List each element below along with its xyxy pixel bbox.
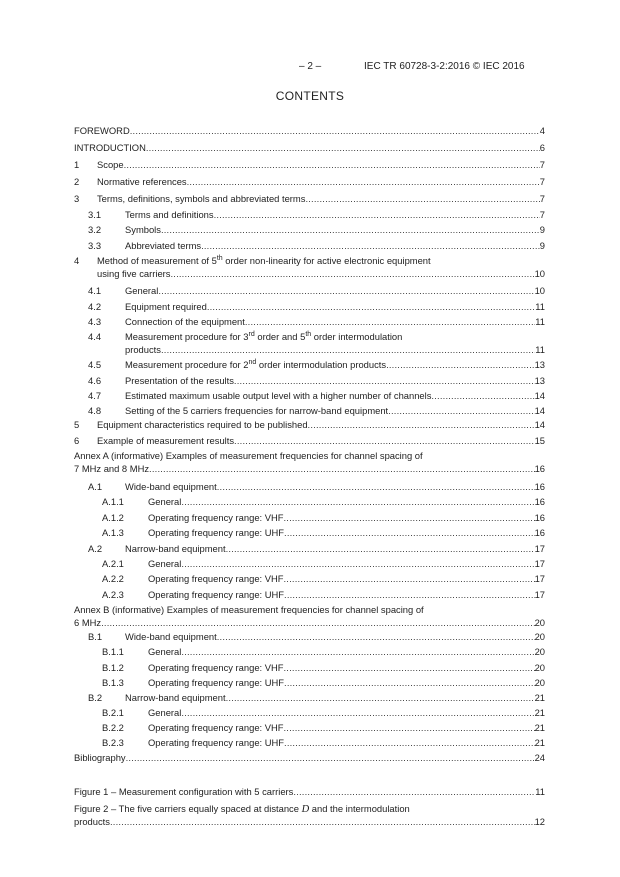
toc-entry[interactable] — [74, 527, 545, 539]
entry-page: 21 — [534, 707, 545, 718]
toc-entry[interactable] — [74, 419, 545, 431]
dot-leader — [284, 512, 535, 524]
entry-text-line — [125, 285, 545, 297]
entry-title: Measurement procedure for 2nd order intermodulation products — [125, 359, 387, 370]
toc-entry[interactable] — [74, 255, 545, 267]
toc-entry[interactable] — [74, 176, 545, 188]
toc-entry[interactable] — [74, 543, 545, 555]
dot-leader — [284, 573, 535, 585]
entry-title: General — [148, 496, 182, 507]
entry-title: Method of measurement of 5th order non-linearity for active electronic equipment — [97, 255, 431, 266]
entry-title: Operating frequency range: VHF — [148, 722, 284, 733]
entry-text-line — [125, 405, 545, 417]
entry-title: General — [125, 285, 159, 296]
dot-leader — [187, 176, 540, 188]
entry-title: Connection of the equipment — [125, 316, 245, 327]
entry-page: 6 — [539, 142, 545, 153]
dot-leader — [226, 543, 535, 555]
toc-entry[interactable] — [74, 344, 545, 356]
entry-title: Narrow-band equipment — [125, 543, 226, 554]
toc-entry[interactable] — [74, 331, 545, 343]
dot-leader — [126, 752, 535, 764]
dot-leader — [234, 435, 535, 447]
entry-title: Operating frequency range: UHF — [148, 737, 285, 748]
document-reference: IEC TR 60728-3-2:2016 © IEC 2016 — [364, 61, 525, 72]
entry-number: B.1 — [88, 631, 103, 642]
toc-entry[interactable] — [74, 316, 545, 328]
toc-entry[interactable] — [74, 224, 545, 236]
toc-entry[interactable] — [74, 752, 545, 764]
entry-text-line — [74, 617, 545, 629]
dot-leader — [181, 558, 534, 570]
toc-entry[interactable] — [74, 405, 545, 417]
entry-text-line — [74, 142, 545, 154]
dot-leader — [101, 617, 534, 629]
dot-leader — [226, 692, 535, 704]
dot-leader — [284, 589, 535, 601]
entry-number: A.2.2 — [102, 573, 124, 584]
toc-entry[interactable] — [74, 737, 545, 749]
toc-entry[interactable] — [74, 125, 545, 137]
entry-number: 4 — [74, 255, 80, 266]
entry-page: 10 — [534, 268, 545, 279]
toc-entry[interactable] — [74, 589, 545, 601]
entry-page: 14 — [534, 405, 545, 416]
entry-page: 4 — [539, 125, 545, 136]
dot-leader — [161, 224, 540, 236]
dot-leader — [181, 496, 534, 508]
entry-title: Abbreviated terms — [125, 240, 202, 251]
dot-leader — [284, 677, 535, 689]
dot-leader — [388, 405, 534, 417]
entry-title: Measurement procedure for 3rd order and 5th order intermodulation — [125, 331, 403, 342]
entry-text-line — [148, 737, 545, 749]
entry-title: 6 MHz — [74, 617, 102, 628]
entry-text-line — [148, 722, 545, 734]
entry-number: 4.7 — [88, 390, 102, 401]
entry-title: Scope — [97, 159, 124, 170]
entry-title: Equipment required — [125, 301, 207, 312]
entry-title: Estimated maximum usable output level with a higher number of channels — [125, 390, 432, 401]
entry-number: B.1.1 — [102, 646, 124, 657]
dot-leader — [293, 786, 535, 798]
entry-text-line — [74, 450, 545, 462]
entry-text-line — [125, 240, 545, 252]
entry-text-line — [97, 268, 545, 280]
entry-title: Equipment characteristics required to be published — [97, 419, 308, 430]
entry-page: 17 — [534, 543, 545, 554]
entry-text-line — [125, 344, 545, 356]
page-title: CONTENTS — [275, 89, 345, 103]
entry-text-line — [74, 604, 545, 616]
dot-leader — [284, 737, 535, 749]
entry-page: 20 — [534, 646, 545, 657]
entry-text-line — [148, 589, 545, 601]
entry-number: A.1 — [88, 481, 103, 492]
entry-page: 14 — [534, 390, 545, 401]
entry-page: 10 — [534, 285, 545, 296]
page-number: – 2 – — [299, 61, 322, 72]
entry-title: Operating frequency range: VHF — [148, 512, 284, 523]
entry-title: Bibliography — [74, 752, 126, 763]
toc-entry[interactable] — [74, 496, 545, 508]
entry-page: 16 — [534, 481, 545, 492]
entry-page: 7 — [539, 159, 545, 170]
entry-title: Setting of the 5 carriers frequencies for narrow-band equipment — [125, 405, 389, 416]
entry-text-line — [125, 331, 545, 343]
toc-entry[interactable] — [74, 375, 545, 387]
dot-leader — [207, 301, 535, 313]
entry-title: General — [148, 707, 182, 718]
entry-page: 7 — [539, 209, 545, 220]
entry-number: 5 — [74, 419, 80, 430]
entry-title: Operating frequency range: UHF — [148, 589, 285, 600]
toc-entry[interactable] — [74, 450, 545, 462]
entry-number: A.2.3 — [102, 589, 124, 600]
entry-number: B.2 — [88, 692, 103, 703]
entry-page: 13 — [534, 375, 545, 386]
entry-text-line — [125, 631, 545, 643]
toc-entry[interactable] — [74, 435, 545, 447]
toc-entry[interactable] — [74, 786, 545, 798]
entry-title: 7 MHz and 8 MHz — [74, 463, 150, 474]
dot-leader — [217, 481, 535, 493]
toc-entry[interactable] — [74, 722, 545, 734]
entry-page: 16 — [534, 512, 545, 523]
entry-text-line — [97, 176, 545, 188]
entry-number: 4.1 — [88, 285, 102, 296]
entry-number: A.1.1 — [102, 496, 124, 507]
toc-entry[interactable] — [74, 803, 545, 815]
toc-entry[interactable] — [74, 558, 545, 570]
entry-page: 7 — [539, 193, 545, 204]
entry-text-line — [125, 301, 545, 313]
entry-number: 4.6 — [88, 375, 102, 386]
entry-text-line — [125, 543, 545, 555]
toc-entry[interactable] — [74, 707, 545, 719]
entry-title: Wide-band equipment — [125, 631, 217, 642]
dot-leader — [181, 646, 534, 658]
entry-number: B.2.3 — [102, 737, 124, 748]
dot-leader — [245, 316, 535, 328]
toc-entry[interactable] — [74, 512, 545, 524]
entry-page: 15 — [534, 435, 545, 446]
toc-entry[interactable] — [74, 617, 545, 629]
dot-leader — [386, 359, 534, 371]
entry-page: 14 — [534, 419, 545, 430]
entry-text-line — [148, 707, 545, 719]
entry-text-line — [125, 692, 545, 704]
toc-entry[interactable] — [74, 604, 545, 616]
entry-title: Operating frequency range: UHF — [148, 527, 285, 538]
entry-number: A.2.1 — [102, 558, 124, 569]
entry-number: 4.8 — [88, 405, 102, 416]
toc-entry[interactable] — [74, 285, 545, 297]
dot-leader — [130, 125, 540, 137]
entry-text-line — [148, 527, 545, 539]
entry-number: 2 — [74, 176, 80, 187]
toc-entry[interactable] — [74, 481, 545, 493]
entry-page: 11 — [535, 301, 545, 312]
entry-text-line — [97, 419, 545, 431]
entry-title: Annex B (informative) Examples of measurement frequencies for channel spacing of — [74, 604, 424, 615]
entry-text-line — [148, 512, 545, 524]
entry-title: Operating frequency range: UHF — [148, 677, 285, 688]
entry-text-line — [74, 803, 545, 816]
entry-title: Operating frequency range: VHF — [148, 662, 284, 673]
entry-text-line — [148, 646, 545, 658]
entry-title: Symbols — [125, 224, 161, 235]
entry-page: 16 — [534, 496, 545, 507]
entry-page: 21 — [534, 737, 545, 748]
entry-title: Terms, definitions, symbols and abbreviated terms — [97, 193, 306, 204]
entry-title: Normative references — [97, 176, 187, 187]
dot-leader — [284, 722, 535, 734]
toc-entry[interactable] — [74, 142, 545, 154]
entry-number: 3.2 — [88, 224, 102, 235]
dot-leader — [181, 707, 534, 719]
dot-leader — [217, 631, 535, 643]
entry-text-line — [125, 316, 545, 328]
entry-title: General — [148, 558, 182, 569]
entry-number: A.1.2 — [102, 512, 124, 523]
toc-entry[interactable] — [74, 646, 545, 658]
dot-leader — [170, 268, 534, 280]
entry-title: Presentation of the results — [125, 375, 234, 386]
entry-number: 4.3 — [88, 316, 102, 327]
entry-text-line — [125, 359, 545, 371]
entry-title: Wide-band equipment — [125, 481, 217, 492]
toc-entry[interactable] — [74, 240, 545, 252]
dot-leader — [284, 662, 535, 674]
dot-leader — [214, 209, 540, 221]
entry-title: using five carriers — [97, 268, 171, 279]
dot-leader — [158, 285, 534, 297]
entry-text-line — [74, 752, 545, 764]
entry-page: 11 — [535, 316, 545, 327]
entry-text-line — [148, 573, 545, 585]
dot-leader — [308, 419, 535, 431]
dot-leader — [305, 193, 539, 205]
entry-page: 16 — [534, 463, 545, 474]
entry-title: Example of measurement results — [97, 435, 235, 446]
entry-number: 3.1 — [88, 209, 102, 220]
entry-number: B.1.3 — [102, 677, 124, 688]
entry-title: Figure 1 – Measurement configuration with 5 carriers — [74, 786, 294, 797]
entry-title: products — [74, 816, 110, 827]
entry-text-line — [148, 496, 545, 508]
entry-page: 21 — [534, 722, 545, 733]
entry-number: 3.3 — [88, 240, 102, 251]
entry-page: 20 — [534, 662, 545, 673]
entry-text-line — [148, 558, 545, 570]
entry-text-line — [97, 159, 545, 171]
toc-entry[interactable] — [74, 159, 545, 171]
toc-entry[interactable] — [74, 631, 545, 643]
entry-text-line — [125, 224, 545, 236]
entry-page: 17 — [534, 589, 545, 600]
entry-text-line — [125, 390, 545, 402]
entry-text-line — [97, 435, 545, 447]
entry-page: 13 — [534, 359, 545, 370]
entry-number: A.1.3 — [102, 527, 124, 538]
entry-title: Figure 2 – The five carriers equally spaced at distance D and the intermodulation — [74, 803, 410, 815]
dot-leader — [431, 390, 534, 402]
entry-page: 12 — [534, 816, 545, 827]
toc-entry[interactable] — [74, 359, 545, 371]
entry-page: 11 — [535, 344, 545, 355]
entry-page: 20 — [534, 617, 545, 628]
entry-number: 6 — [74, 435, 80, 446]
dot-leader — [161, 344, 535, 356]
toc-entry[interactable] — [74, 692, 545, 704]
toc-entry[interactable] — [74, 463, 545, 475]
entry-text-line — [125, 209, 545, 221]
entry-page: 9 — [539, 240, 545, 251]
toc-entry[interactable] — [74, 268, 545, 280]
entry-page: 17 — [534, 558, 545, 569]
toc-entry[interactable] — [74, 662, 545, 674]
entry-page: 21 — [534, 692, 545, 703]
entry-page: 7 — [539, 176, 545, 187]
entry-number: B.1.2 — [102, 662, 124, 673]
entry-number: 4.5 — [88, 359, 102, 370]
dot-leader — [124, 159, 540, 171]
entry-text-line — [125, 481, 545, 493]
entry-text-line — [74, 786, 545, 798]
entry-page: 11 — [535, 786, 545, 797]
entry-page: 20 — [534, 677, 545, 688]
entry-number: B.2.2 — [102, 722, 124, 733]
entry-number: A.2 — [88, 543, 103, 554]
toc-entry[interactable] — [74, 390, 545, 402]
toc-entry[interactable] — [74, 301, 545, 313]
entry-title: Narrow-band equipment — [125, 692, 226, 703]
entry-text-line — [97, 255, 545, 267]
toc-entry[interactable] — [74, 816, 545, 828]
entry-number: 1 — [74, 159, 80, 170]
entry-title: FOREWORD — [74, 125, 130, 136]
entry-text-line — [74, 816, 545, 828]
entry-number: B.2.1 — [102, 707, 124, 718]
toc-entry[interactable] — [74, 193, 545, 205]
entry-title: INTRODUCTION — [74, 142, 146, 153]
dot-leader — [201, 240, 540, 252]
toc-entry[interactable] — [74, 573, 545, 585]
dot-leader — [149, 463, 535, 475]
entry-text-line — [148, 662, 545, 674]
entry-text-line — [74, 463, 545, 475]
entry-page: 9 — [539, 224, 545, 235]
entry-number: 4.2 — [88, 301, 102, 312]
toc-entry[interactable] — [74, 209, 545, 221]
entry-number: 4.4 — [88, 331, 102, 342]
entry-title: Annex A (informative) Examples of measurement frequencies for channel spacing of — [74, 450, 423, 461]
toc-entry[interactable] — [74, 677, 545, 689]
dot-leader — [146, 142, 540, 154]
entry-text-line — [148, 677, 545, 689]
entry-text-line — [125, 375, 545, 387]
entry-page: 20 — [534, 631, 545, 642]
entry-title: products — [125, 344, 161, 355]
dot-leader — [110, 816, 535, 828]
entry-text-line — [97, 193, 545, 205]
entry-title: Terms and definitions — [125, 209, 214, 220]
dot-leader — [234, 375, 535, 387]
entry-page: 17 — [534, 573, 545, 584]
entry-title: Operating frequency range: VHF — [148, 573, 284, 584]
entry-title: General — [148, 646, 182, 657]
entry-page: 16 — [534, 527, 545, 538]
entry-text-line — [74, 125, 545, 137]
dot-leader — [284, 527, 535, 539]
entry-page: 24 — [534, 752, 545, 763]
entry-number: 3 — [74, 193, 80, 204]
